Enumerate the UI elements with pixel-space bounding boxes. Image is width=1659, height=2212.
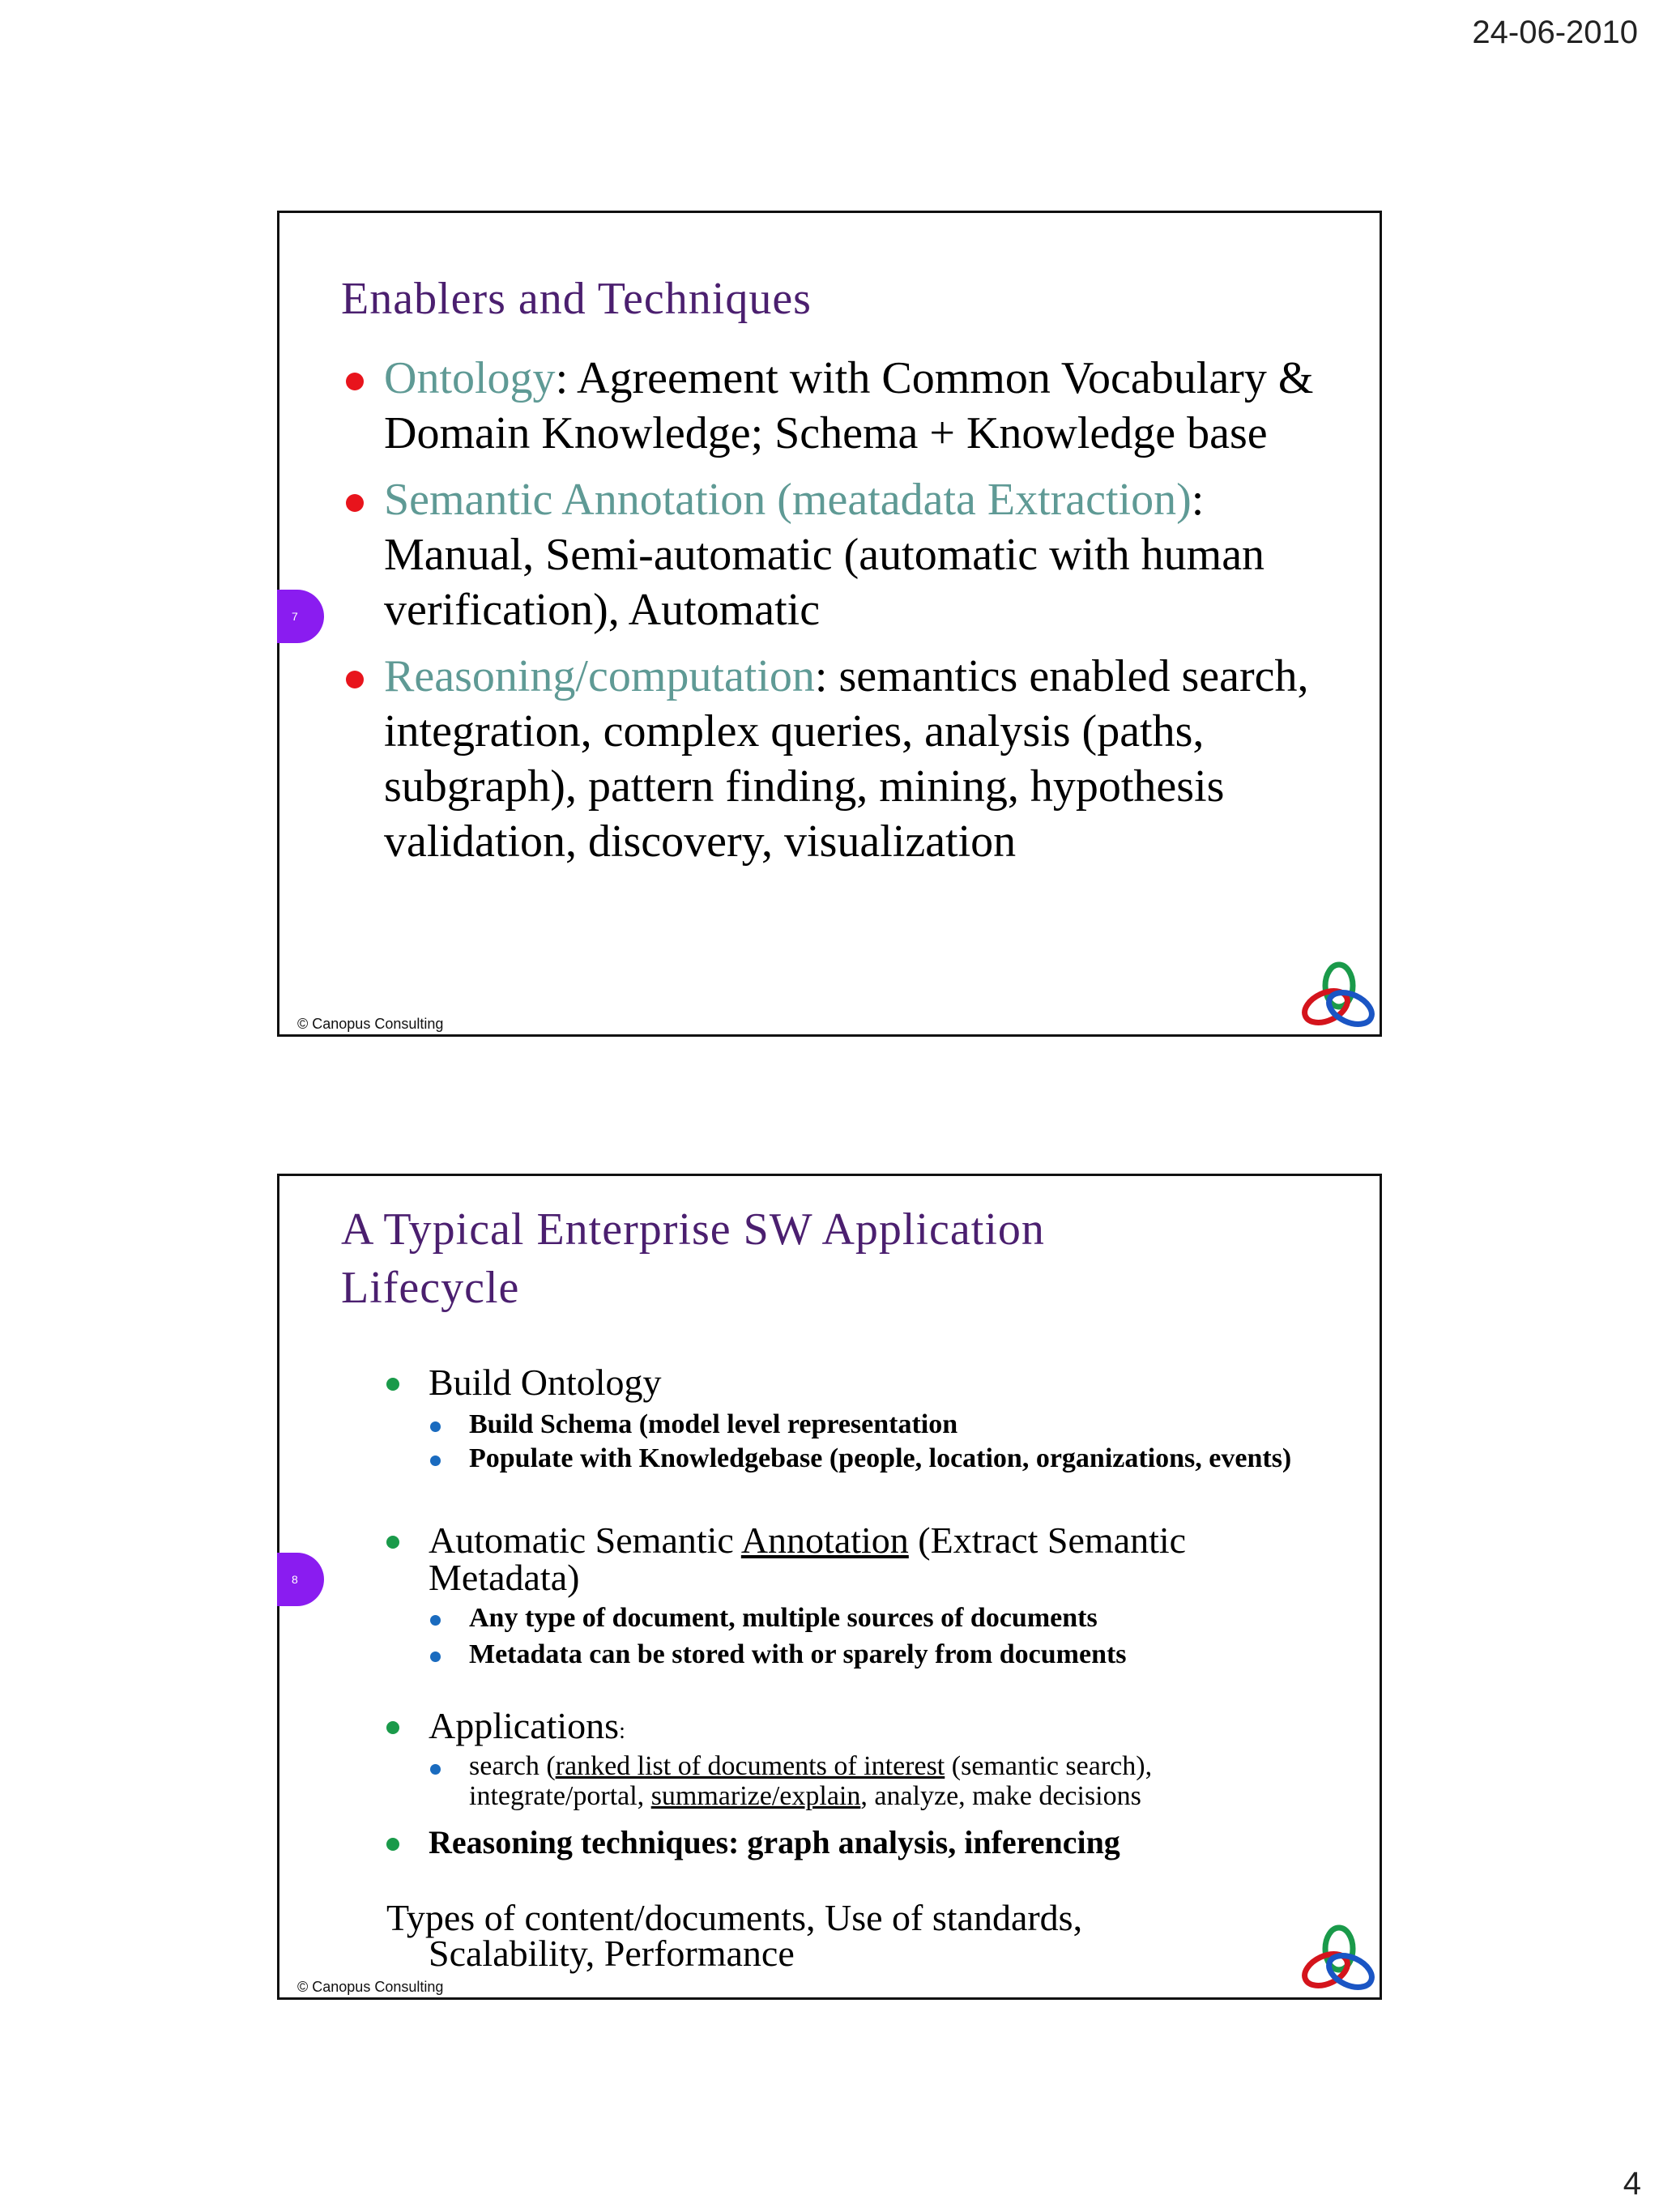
bullet-icon xyxy=(430,1455,441,1466)
sub-item-text: Build Schema (model level representation xyxy=(469,1409,958,1439)
slide-footer: © Canopus Consulting xyxy=(297,1016,444,1032)
bullet-icon xyxy=(386,1536,399,1549)
sub-item-populate xyxy=(427,1443,1360,1475)
slide-7 xyxy=(277,211,1382,1037)
slide-footer: © Canopus Consulting xyxy=(297,1979,444,1995)
closing-line-1: Types of content/documents, Use of standards, xyxy=(386,1897,1083,1938)
list-item-annotation xyxy=(385,1519,1360,1598)
item-description: semantics enabled search, integration, complex queries, analysis (paths, subgraph), pattern finding, mining, hypothesis validation, discovery, visualization xyxy=(384,651,1309,867)
summarize-link[interactable]: summarize/explain xyxy=(650,1781,861,1811)
slide-number-tab: 7 xyxy=(277,590,324,643)
list-item-annotation xyxy=(341,472,1354,637)
sub-item-text: Any type of document, multiple sources of documents xyxy=(469,1603,1098,1633)
item-text: Automatic Semantic xyxy=(429,1519,741,1561)
bullet-icon xyxy=(346,671,364,688)
item-description: Agreement with Common Vocabulary & Domain Knowledge; Schema + Knowledge base xyxy=(384,353,1314,458)
list-item-reasoning xyxy=(341,649,1354,869)
sub-item-text: Metadata can be stored with or sparely from documents xyxy=(469,1639,1127,1669)
bullet-icon xyxy=(430,1421,441,1432)
bullet-icon xyxy=(386,1838,399,1851)
bullet-icon xyxy=(430,1615,441,1626)
slide-number-tab: 8 xyxy=(277,1553,324,1606)
term-annotation: Semantic Annotation (meatadata Extraction) xyxy=(384,475,1192,525)
slide-8 xyxy=(277,1174,1382,2000)
technique-list xyxy=(341,351,1354,880)
term-reasoning: Reasoning/computation xyxy=(384,651,815,701)
bullet-icon xyxy=(386,1378,399,1391)
list-item-reasoning xyxy=(385,1824,1360,1861)
slide-title-line-2: Lifecycle xyxy=(341,1263,520,1313)
bullet-icon xyxy=(430,1764,441,1775)
bullet-icon xyxy=(346,494,364,512)
canopus-logo-icon xyxy=(1294,1920,1383,2001)
canopus-logo-icon xyxy=(1294,957,1383,1038)
list-item-applications xyxy=(385,1707,1360,1750)
term-ontology: Ontology xyxy=(384,353,556,403)
sub-item-metadata xyxy=(427,1639,1360,1671)
item-text: (Extract Semantic xyxy=(908,1519,1187,1561)
sub-item-text: , analyze, make decisions xyxy=(860,1781,1141,1811)
term-separator: : xyxy=(814,651,828,701)
closing-line-2: Scalability, Performance xyxy=(429,1933,795,1974)
annotation-link[interactable]: Annotation xyxy=(740,1519,909,1561)
page-date: 24-06-2010 xyxy=(1472,15,1638,50)
sub-item-text: integrate/portal, xyxy=(469,1781,651,1811)
bullet-icon xyxy=(346,373,364,390)
list-item-build-ontology xyxy=(385,1364,1360,1401)
item-description: Manual, Semi-automatic (automatic with human verification), Automatic xyxy=(384,530,1265,635)
item-colon: : xyxy=(619,1719,625,1744)
item-text: Build Ontology xyxy=(429,1362,662,1403)
sub-item-any-type xyxy=(427,1602,1360,1634)
sub-item-text: search ( xyxy=(469,1751,556,1781)
slide-title: Enablers and Techniques xyxy=(341,274,812,324)
term-separator: : xyxy=(555,353,569,403)
term-separator: : xyxy=(1191,475,1205,525)
item-text: Reasoning techniques: graph analysis, inferencing xyxy=(429,1824,1120,1860)
bullet-icon xyxy=(430,1652,441,1662)
item-text: Metadata) xyxy=(429,1557,580,1598)
sub-item-search xyxy=(427,1751,1360,1811)
list-item-ontology xyxy=(341,351,1354,461)
closing-text xyxy=(386,1897,1083,1974)
sub-item-text: (semantic search), xyxy=(945,1751,1153,1781)
page-number: 4 xyxy=(1623,2166,1641,2201)
sub-item-build-schema xyxy=(427,1409,1360,1441)
bullet-icon xyxy=(386,1721,399,1734)
sub-item-text: Populate with Knowledgebase (people, location, organizations, events) xyxy=(469,1443,1292,1473)
item-text: Applications xyxy=(429,1705,620,1746)
slide-title xyxy=(341,1200,1045,1317)
ranked-list-link[interactable]: ranked list of documents of interest xyxy=(555,1751,945,1781)
slide-title-line-1: A Typical Enterprise SW Application xyxy=(341,1204,1045,1255)
